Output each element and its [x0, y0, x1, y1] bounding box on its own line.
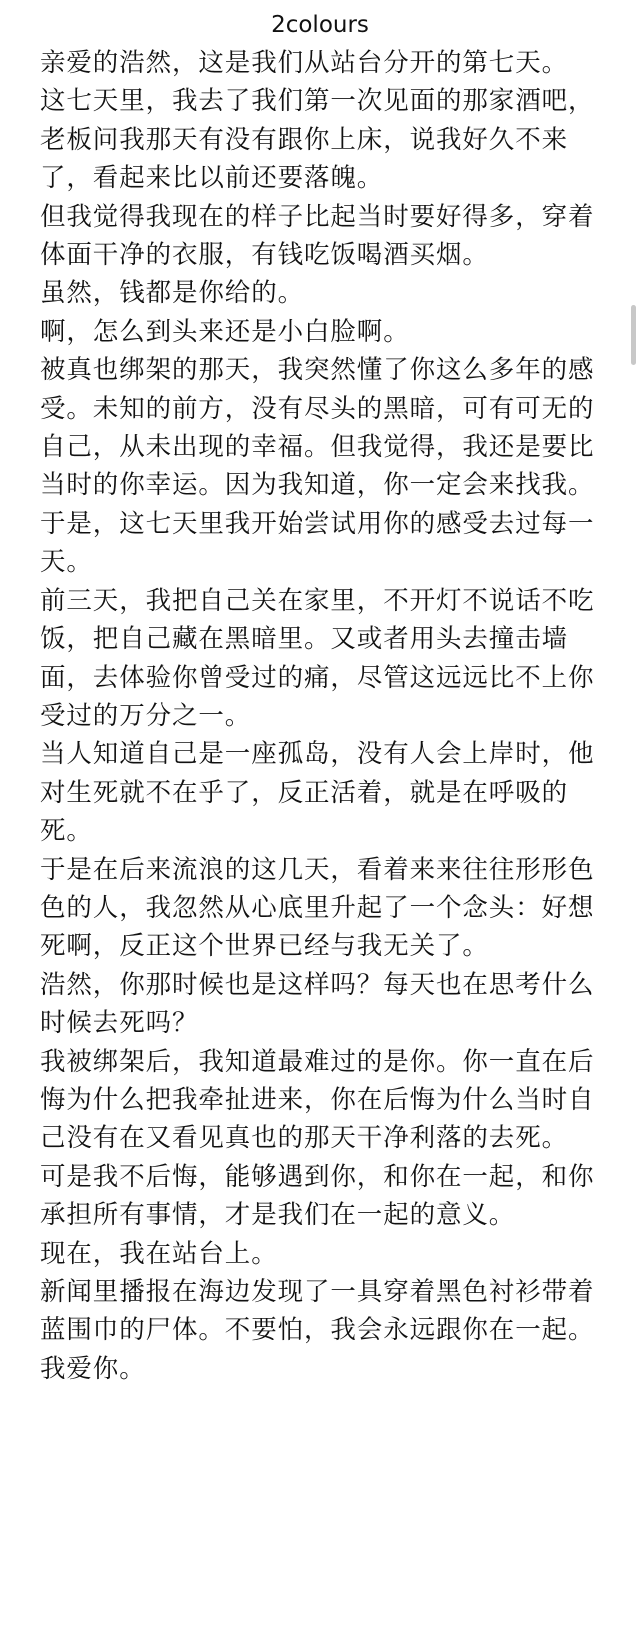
paragraph-12: 我被绑架后，我知道最难过的是你。你一直在后悔为什么把我牵扯进来，你在后悔为什么当时自己没有在又看见真也的那天干净利落的去死。	[40, 1046, 595, 1154]
paragraph-4: 虽然，钱都是你给的。	[40, 278, 305, 309]
paragraph-1: 亲爱的浩然，这是我们从站台分开的第七天。	[40, 48, 569, 78]
paragraph-3: 但我觉得我现在的样子比起当时要好得多，穿着体面干净的衣服，有钱吃饭喝酒买烟。	[40, 201, 595, 271]
paragraph-7: 于是，这七天里我开始尝试用你的感受去过每一天。	[40, 508, 595, 578]
vertical-scrollbar[interactable]	[631, 305, 636, 365]
document-body	[40, 44, 600, 1388]
paragraph-6: 被真也绑架的那天，我突然懂了你这么多年的感受。未知的前方，没有尽头的黑暗，可有可无的自己，从未出现的幸福。但我觉得，我还是要比当时的你幸运。因为我知道，你一定会来找我。	[40, 355, 595, 501]
paragraph-11: 浩然，你那时候也是这样吗？每天也在思考什么时候去死吗？	[40, 969, 595, 1039]
paragraph-14: 现在，我在站台上。	[40, 1238, 278, 1269]
paragraph-15: 新闻里播报在海边发现了一具穿着黑色衬衫带着蓝围巾的尸体。不要怕，我会永远跟你在一起。我爱你。	[40, 1277, 595, 1384]
paragraph-2: 这七天里，我去了我们第一次见面的那家酒吧，老板问我那天有没有跟你上床，说我好久不来了，看起来比以前还要落魄。	[40, 86, 595, 194]
paragraph-9: 当人知道自己是一座孤岛，没有人会上岸时，他对生死就不在乎了，反正活着，就是在呼吸的死。	[40, 739, 595, 847]
paragraph-13: 可是我不后悔，能够遇到你，和你在一起，和你承担所有事情，才是我们在一起的意义。	[40, 1161, 595, 1231]
document-title: 2colours	[271, 12, 369, 38]
paragraph-8: 前三天，我把自己关在家里，不开灯不说话不吃饭，把自己藏在黑暗里。又或者用头去撞击墙面，去体验你曾受过的痛，尽管这远远比不上你受过的万分之一。	[40, 585, 595, 731]
paragraph-5: 啊，怎么到头来还是小白脸啊。	[40, 316, 410, 347]
paragraph-10: 于是在后来流浪的这几天，看着来来往往形形色色的人，我忽然从心底里升起了一个念头：好想死啊，反正这个世界已经与我无关了。	[40, 854, 595, 962]
